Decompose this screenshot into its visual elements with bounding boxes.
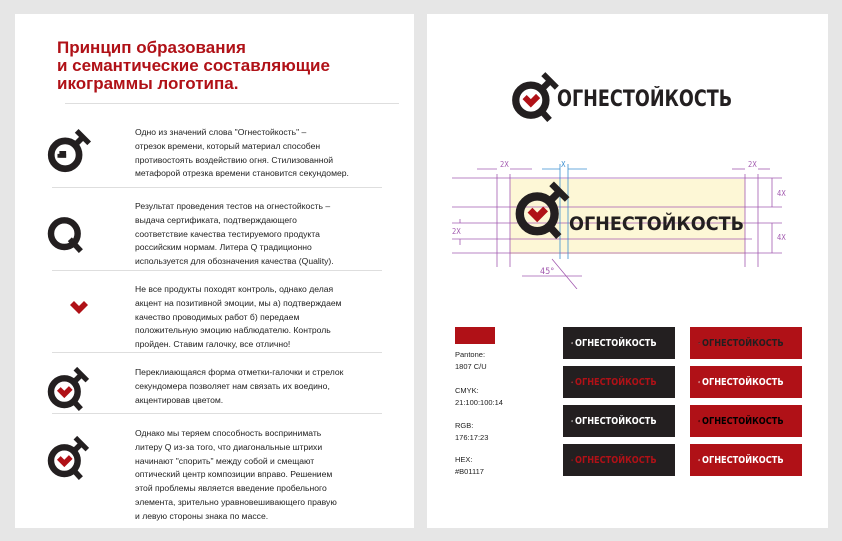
title-line: икограммы логотипа.: [57, 74, 239, 93]
angle-label: 45°: [540, 267, 555, 277]
final-mark-icon: [45, 434, 91, 480]
logo-wordmark: ОГНЕСТОЙКОСТЬ: [569, 213, 759, 235]
label: RGB:: [455, 421, 474, 430]
description-text: Одно из значений слова "Огнестойкость" – отрезок времени, который материал способен противостоять воздействию огня. Стилизованной метафорой отрезка времени становится секундомер.: [135, 127, 349, 179]
logo-mark-icon: [698, 330, 700, 356]
value: 176:17:23: [455, 432, 489, 442]
logo-variant-card: [563, 444, 675, 476]
divider: [52, 270, 382, 271]
guide-label: X: [561, 160, 566, 169]
divider: [52, 187, 382, 188]
main-logo: [509, 70, 776, 122]
cmyk-info: [455, 385, 503, 408]
q-letter-icon: [45, 207, 91, 253]
logo-wordmark: ОГНЕСТОЙКОСТЬ: [575, 454, 658, 466]
divider: [65, 103, 399, 104]
guide-label: 4X: [777, 189, 786, 198]
combined-mark-icon: [45, 365, 91, 411]
checkmark-icon: [70, 300, 88, 314]
guide-label: 2X: [500, 160, 509, 169]
semantics-panel: [15, 14, 414, 528]
value: #B01117: [455, 466, 484, 476]
guide-label: 2X: [452, 227, 461, 236]
value: 1807 C/U: [455, 361, 487, 371]
logo-guidelines-panel: [427, 14, 828, 528]
value: 21:100:100:14: [455, 397, 503, 407]
logo-variant-card: [690, 405, 802, 437]
page-title: [57, 39, 330, 93]
hex-info: [455, 454, 484, 477]
logo-wordmark: ОГНЕСТОЙКОСТЬ: [702, 337, 785, 349]
label: Pantone:: [455, 350, 486, 359]
description-text: Однако мы теряем способность воспринимать литеру Q из-за того, что диагональные штрихи начинают "спорить" между собой и смещают оптический центр композиции вправо. Решением этой проблемы является введение пробельного элемента, зрительно уравновешивающего правую и левую стороны знака по массе.: [135, 428, 337, 521]
logo-wordmark: ОГНЕСТОЙКОСТЬ: [702, 454, 785, 466]
logo-mark-icon: [571, 447, 573, 473]
guide-label: 4X: [777, 233, 786, 242]
logo-mark-icon: [571, 330, 573, 356]
logo-variant-card: [690, 444, 802, 476]
logo-wordmark: ОГНЕСТОЙКОСТЬ: [575, 337, 658, 349]
logo-wordmark: ОГНЕСТОЙКОСТЬ: [575, 376, 658, 388]
logo-mark-icon: [698, 408, 700, 434]
logo-variant-card: [690, 366, 802, 398]
rgb-info: [455, 420, 488, 443]
divider: [52, 352, 382, 353]
label: HEX:: [455, 455, 473, 464]
description-text: Не все продукты походят контроль, однако делая акцент на позитивной эмоции, мы а) подтверждаем качество проводимых работ б) передаем положительную эмоцию наблюдателю. Контроль пройден. Ставим галочку, все отлично!: [135, 284, 342, 350]
label: CMYK:: [455, 386, 479, 395]
logo-mark-icon: [698, 369, 700, 395]
description-text: Переклиающаяся форма отметки-галочки и стрелок секундомера позволяет нам связать их воедино, акцентировав цветом.: [135, 367, 344, 405]
pantone-info: [455, 349, 487, 372]
logo-wordmark: ОГНЕСТОЙКОСТЬ: [557, 86, 733, 112]
clearspace-diagram: [452, 159, 812, 289]
title-line: Принцип образования: [57, 38, 246, 57]
brand-color-swatch: [455, 327, 495, 344]
logo-mark-icon: [698, 447, 700, 473]
stopwatch-icon: [45, 127, 93, 175]
description-text: Результат проведения тестов на огнестойкость – выдача сертификата, подтверждающего соответствие качества тестируемого продукта российским нормам. Литера Q традиционно используется для обозначения качества (Quality).: [135, 201, 334, 267]
guide-label: 2X: [748, 160, 757, 169]
logo-wordmark: ОГНЕСТОЙКОСТЬ: [575, 415, 658, 427]
logo-mark-icon: [509, 70, 561, 122]
logo-variant-card: [563, 327, 675, 359]
divider: [52, 413, 382, 414]
logo-wordmark: ОГНЕСТОЙКОСТЬ: [702, 376, 785, 388]
logo-variant-card: [563, 405, 675, 437]
logo-wordmark: ОГНЕСТОЙКОСТЬ: [702, 415, 785, 427]
logo-variant-card: [690, 327, 802, 359]
logo-mark-icon: [571, 369, 573, 395]
logo-variant-card: [563, 366, 675, 398]
title-line: и семантические составляющие: [57, 56, 330, 75]
logo-mark-icon: [571, 408, 573, 434]
